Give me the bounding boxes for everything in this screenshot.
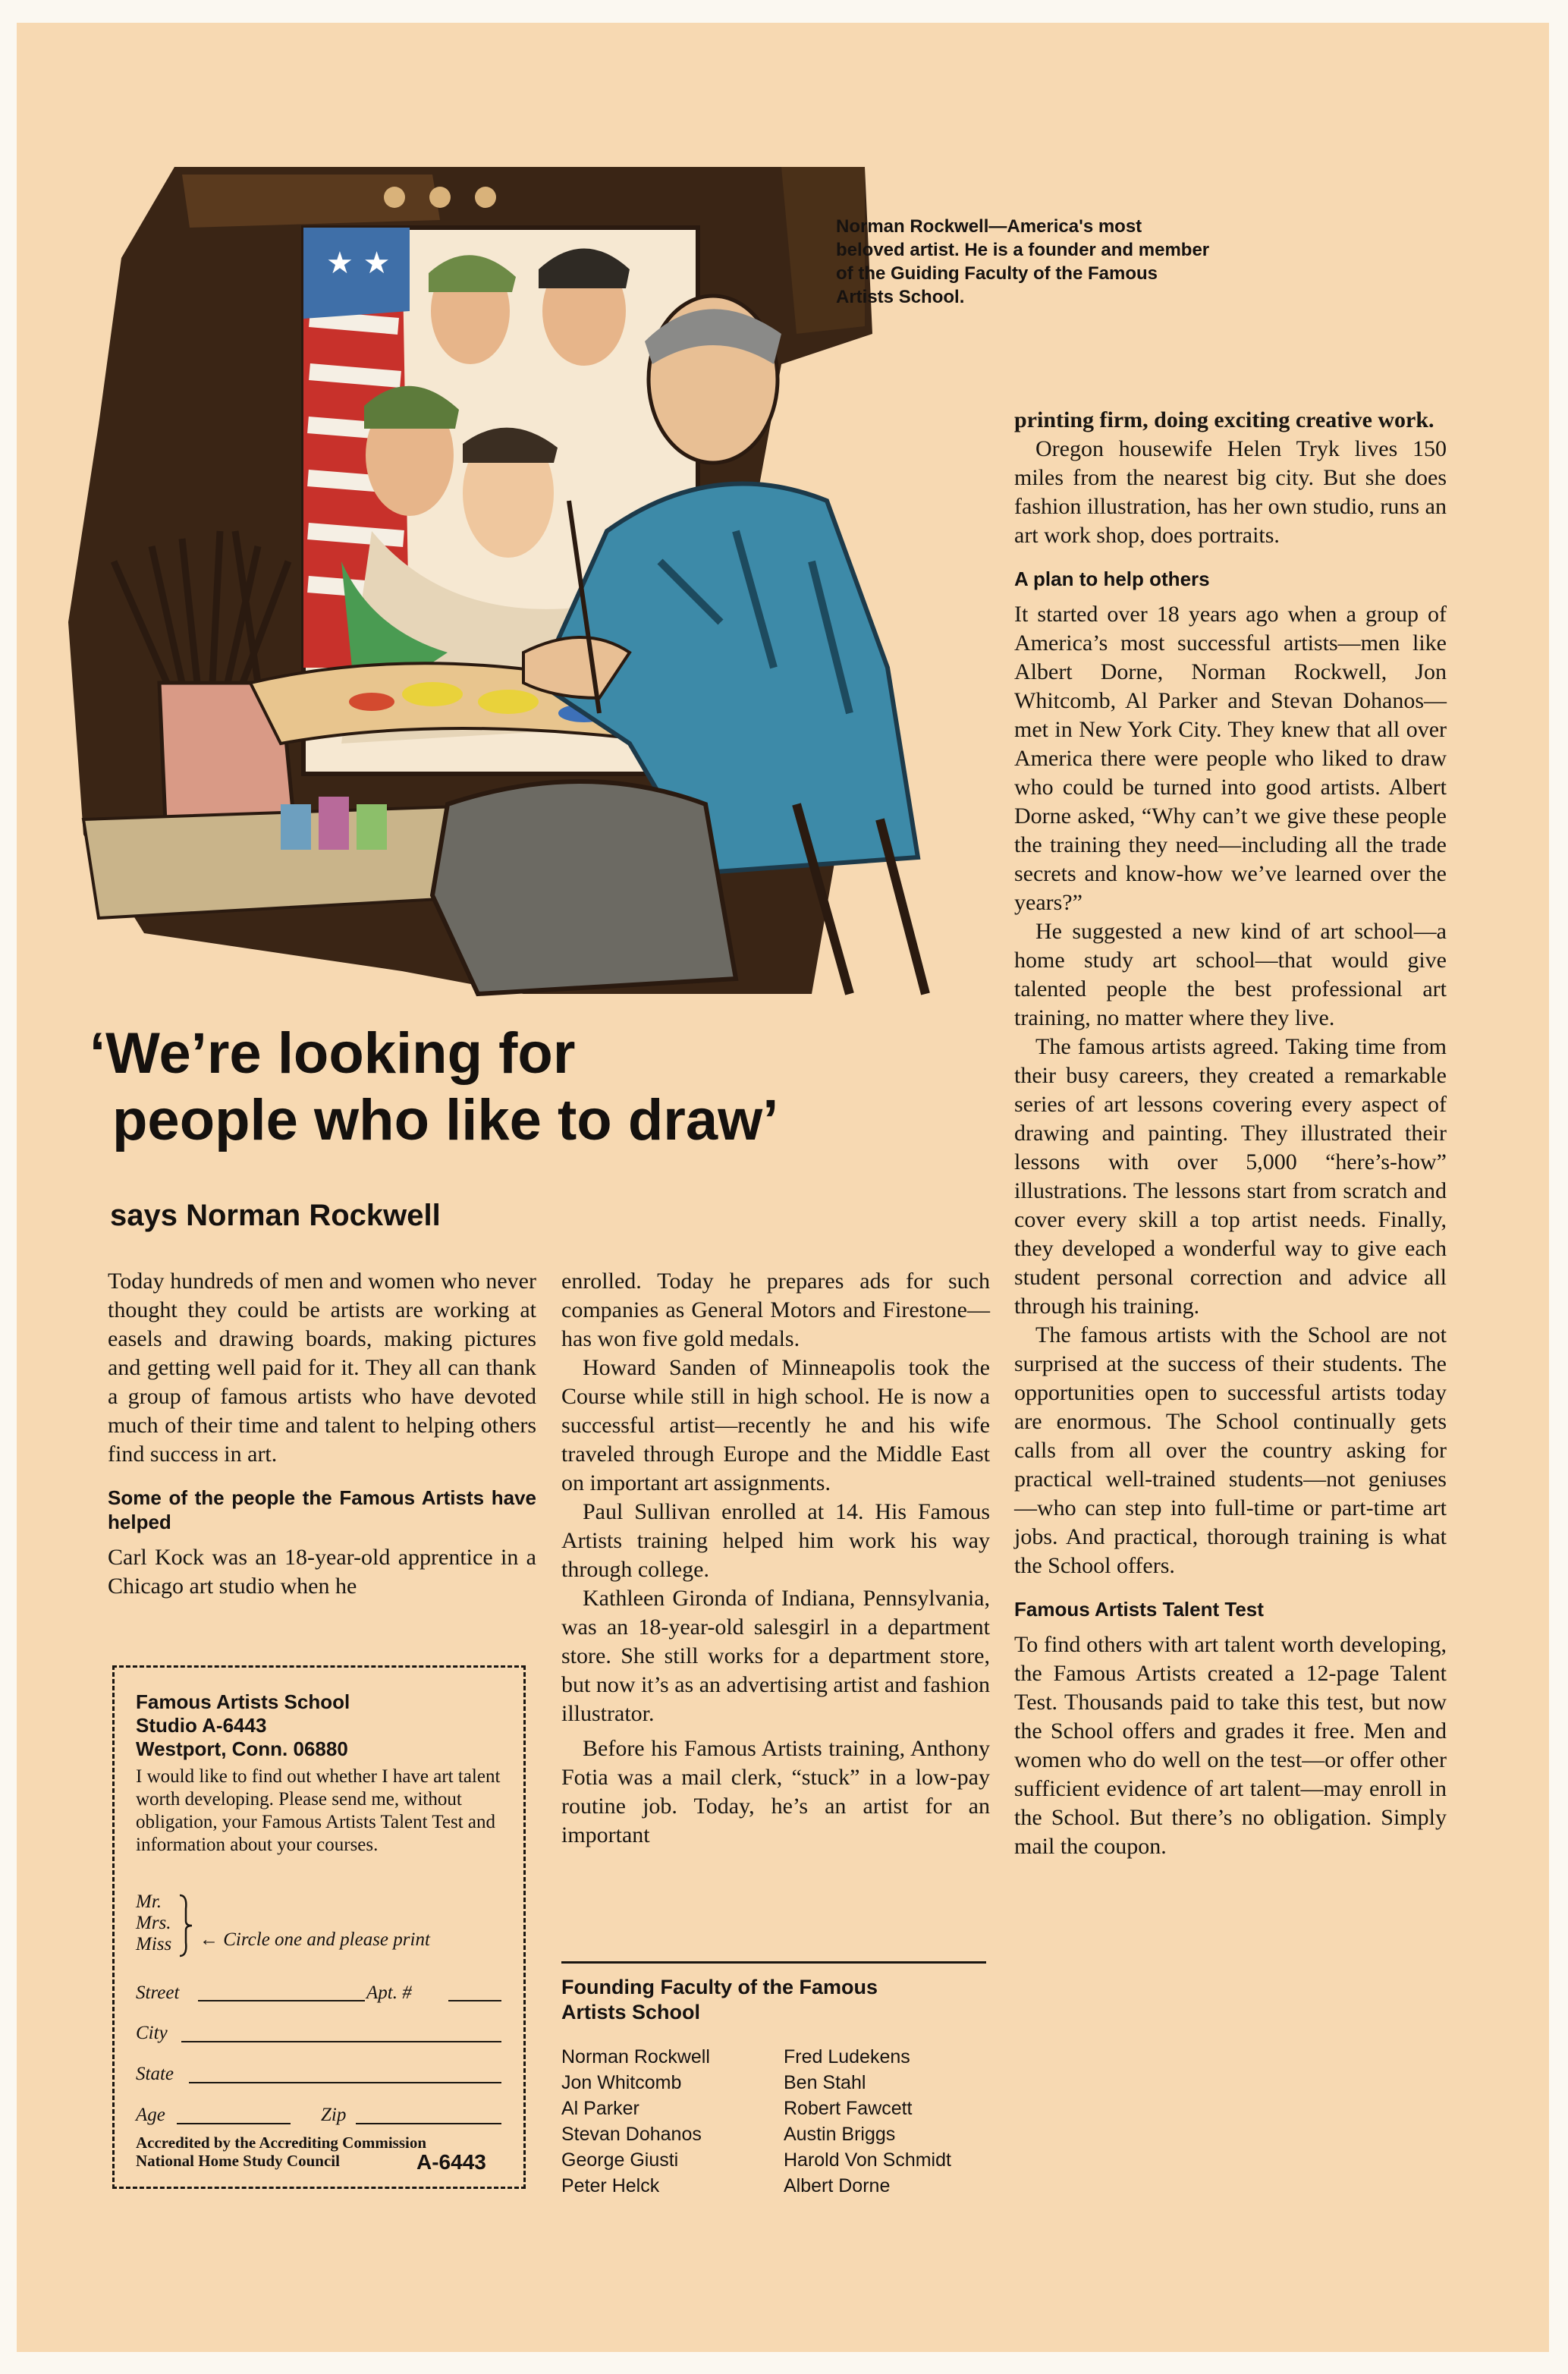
fotia-continued: printing firm, doing exciting creative work. xyxy=(1014,407,1434,432)
coupon-city-label: City xyxy=(136,2023,168,2043)
coupon-request: I would like to find out whether I have art talent worth developing. Please send me, without obligation, your Famous Artists Talent Test and information about your courses. xyxy=(136,1766,501,1855)
faculty-name: Fred Ludekens xyxy=(784,2046,910,2067)
talent-test-subhead: Famous Artists Talent Test xyxy=(1014,1598,1264,1621)
faculty-name: George Giusti xyxy=(561,2149,679,2171)
faculty-name: Al Parker xyxy=(561,2098,639,2119)
coupon-address-2: Studio A-6443 xyxy=(136,1714,267,1737)
coupon-code: A-6443 xyxy=(416,2150,486,2174)
coupon-street-label: Street xyxy=(136,1983,180,2003)
tryk-paragraph: Oregon housewife Helen Tryk lives 150 miles from the nearest big city. But she does fashion illustration, has her own studio, runs an art work shop, does portraits. xyxy=(1014,436,1447,548)
faculty-name: Stevan Dohanos xyxy=(561,2124,702,2145)
byline: says Norman Rockwell xyxy=(110,1199,441,1232)
coupon-miss[interactable]: Miss xyxy=(136,1934,172,1954)
faculty-list-right xyxy=(784,2044,951,2199)
sullivan-paragraph: Paul Sullivan enrolled at 14. His Famous Artists training helped him work his way through college. xyxy=(561,1499,990,1582)
column-3 xyxy=(1014,406,1447,1861)
plan-paragraph-4: The famous artists with the School are not surprised at the success of their students. The opportunities open to successful artists today are enormous. The School continually gets calls from all over the country asking for practical well-trained students—not geniuses—who can step into full-time or part-time art jobs. And practical, thorough training is what the School offers. xyxy=(1014,1322,1447,1578)
faculty-name: Austin Briggs xyxy=(784,2124,896,2145)
intro-paragraph: Today hundreds of men and women who never thought they could be artists are working at easels and drawing boards, making pictures and getting well paid for it. They all can thank a group of famous artists who have devoted much of their time and talent to helping others find success in art. xyxy=(108,1269,536,1467)
street-field[interactable] xyxy=(198,2000,365,2001)
faculty-name: Harold Von Schmidt xyxy=(784,2149,951,2171)
brace-icon xyxy=(178,1894,193,1957)
column-2 xyxy=(561,1267,990,1850)
kock-continued: enrolled. Today he prepares ads for such companies as General Motors and Firestone—has won five gold medals. xyxy=(561,1269,990,1351)
artist-trousers xyxy=(432,781,736,994)
illustration-caption: Norman Rockwell—America's most beloved artist. He is a founder and member of the Guiding Faculty of the Famous Artists School. xyxy=(836,216,1210,307)
helped-subhead: Some of the people the Famous Artists have helped xyxy=(108,1486,536,1533)
coupon-accredit-2: National Home Study Council xyxy=(136,2152,340,2170)
headline-line-1: ‘We’re looking for xyxy=(90,1021,576,1086)
headline xyxy=(90,1020,947,1154)
svg-text:★ ★: ★ ★ xyxy=(326,246,391,281)
talent-test-paragraph: To find others with art talent worth developing, the Famous Artists created a 12-page Talent Test. Thousands paid to take this test, but now the School offers and grades it free. Men and women who do well on the test—or offer other sufficient evidence of art talent—may enroll in the School. But there’s no obligation. Simply mail the coupon. xyxy=(1014,1632,1447,1859)
coupon-mrs[interactable]: Mrs. xyxy=(136,1913,171,1933)
coupon-age-label: Age xyxy=(136,2105,165,2125)
fotia-paragraph: Before his Famous Artists training, Anthony Fotia was a mail clerk, “stuck” in a low-pay routine job. Today, he’s an artist for an important xyxy=(561,1736,990,1847)
coupon-accredit-1: Accredited by the Accrediting Commission xyxy=(136,2133,427,2152)
faculty-name: Robert Fawcett xyxy=(784,2098,913,2119)
plan-paragraph-3: The famous artists agreed. Taking time from their busy careers, they created a remarkable series of art lessons covering every aspect of drawing and painting. They illustrated their lessons with over 5,000 “here’s-how” illustrations. The lessons start from scratch and cover every skill a top artist needs. Finally, they developed a wonderful way to give each student personal correction and advice all through his training. xyxy=(1014,1034,1447,1319)
faculty-title: Founding Faculty of the Famous Artists School xyxy=(561,1976,878,2023)
zip-field[interactable] xyxy=(356,2123,501,2124)
gironda-paragraph: Kathleen Gironda of Indiana, Pennsylvania, was an 18-year-old salesgirl in a department store. She still works for a department store, but now it’s as an advertising artist and fashion illustrator. xyxy=(561,1586,990,1726)
coupon-mr[interactable]: Mr. xyxy=(136,1891,162,1912)
city-field[interactable] xyxy=(181,2041,501,2042)
plan-paragraph-1: It started over 18 years ago when a group of America’s most successful artists—men like Albert Dorne, Norman Rockwell, Jon Whitcomb, Al Parker and Stevan Dohanos—met in New York City. They knew that all over America there were people who liked to draw who could be turned into good artists. Albert Dorne asked, “Why can’t we give these people the training they need—including all the trade secrets and know-how we’ve learned over the years?” xyxy=(1014,602,1447,915)
coupon[interactable] xyxy=(112,1665,526,2189)
headline-line-2: people who like to draw’ xyxy=(112,1088,779,1152)
faculty-name: Jon Whitcomb xyxy=(561,2072,682,2093)
rockwell-illustration xyxy=(53,137,956,1009)
sanden-paragraph: Howard Sanden of Minneapolis took the Course while still in high school. He is now a successful artist—recently he and his wife traveled through Europe and the Middle East on important art assignments. xyxy=(561,1355,990,1495)
kock-paragraph: Carl Kock was an 18-year-old apprentice in a Chicago art studio when he xyxy=(108,1545,536,1599)
age-field[interactable] xyxy=(177,2123,291,2124)
coupon-address-3: Westport, Conn. 06880 xyxy=(136,1737,348,1760)
plan-paragraph-2: He suggested a new kind of art school—a home study art school—that would give talented people the best professional art training, no matter where they live. xyxy=(1014,919,1447,1030)
faculty-divider xyxy=(561,1961,986,1964)
plan-subhead: A plan to help others xyxy=(1014,568,1210,590)
faculty-name: Norman Rockwell xyxy=(561,2046,710,2067)
coupon-apt-label: Apt. # xyxy=(366,1983,412,2003)
faculty-list-left xyxy=(561,2044,710,2199)
column-1 xyxy=(108,1267,536,1601)
coupon-address-1: Famous Artists School xyxy=(136,1690,350,1713)
coupon-circle-note: ← Circle one and please print xyxy=(200,1929,430,1950)
coupon-zip-label: Zip xyxy=(321,2105,347,2125)
faculty-name: Ben Stahl xyxy=(784,2072,866,2093)
apt-field[interactable] xyxy=(448,2000,501,2001)
faculty-name: Albert Dorne xyxy=(784,2175,891,2196)
faculty-name: Peter Helck xyxy=(561,2175,660,2196)
state-field[interactable] xyxy=(189,2082,501,2083)
coupon-state-label: State xyxy=(136,2064,174,2084)
